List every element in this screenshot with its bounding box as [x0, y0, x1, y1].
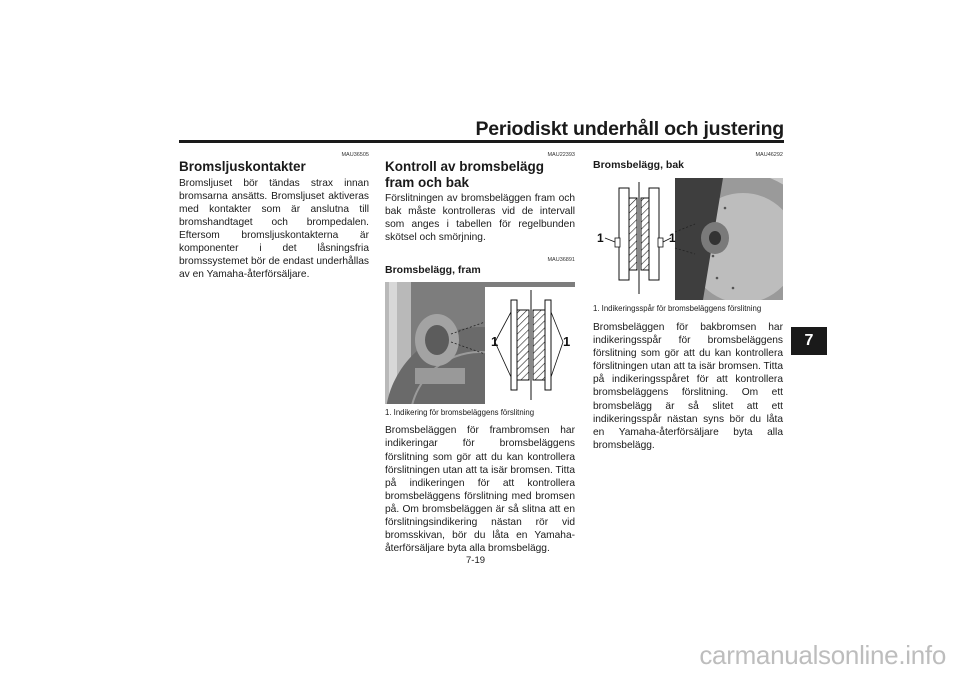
section-body: Bromsljuset bör tändas strax innan bromsarna ansätts. Bromsljuset aktiveras med kontakter som är anslutna till bromshandtaget och brompedalen. Eftersom bromsljuskontakterna är komponenter i det låsningsfria bromssystemet bör de endast underhållas av en Yamaha-återförsäljare. [179, 177, 369, 281]
figure-caption: 1. Indikeringsspår för bromsbeläggens förslitning [593, 304, 762, 313]
rear-brake-pad-illustration [593, 178, 783, 300]
chapter-tab: 7 [791, 327, 827, 355]
watermark: carmanualsonline.info [699, 640, 946, 670]
section-body: Bromsbeläggen för bakbromsen har indikeringsspår för bromsbeläggens förslitning som gör att du kan kontrollera förslitningen utan att ta isär bromsen. Titta på indikeringsspåret för att kontrollera bromsbeläggens förslitning. Om ett bromsbelägg är så slitet att ett indikeringsspår nästan syns bör du låta en Yamaha-återförsäljare byta alla bromsbelägg. [593, 322, 783, 451]
page-number: 7-19 [466, 555, 486, 566]
page-header-title: Periodiskt underhåll och justering [475, 118, 784, 140]
callout-label: 1 [669, 231, 676, 245]
subsection-heading: Bromsbelägg, fram [385, 264, 481, 277]
callout-label: 1 [491, 334, 499, 350]
column-rear-brake-pads [593, 152, 783, 452]
subsection-heading: Bromsbelägg, bak [593, 159, 685, 171]
callout-label: 1 [563, 334, 571, 350]
front-brake-pad-photo [385, 282, 575, 404]
section-heading: Kontroll av bromsbelägg fram och bak [385, 159, 545, 190]
section-body: Bromsbeläggen för frambromsen har indikeringar för bromsbeläggens förslitning som gör att du kan kontrollera förslitningen utan att ta isär bromsen. Titta på indikeringen för att kontrollera bromsbeläggens förslitning med bromsen på. Om bromsbeläggen är så slitna att en förslitningsindikering nästan rör vid bromsskivan, bör du låta en Yamaha-återförsäljare byta alla bromsbelägg. [385, 425, 575, 555]
section-code: MAU36505 [341, 152, 369, 158]
column-brake-light-switches [179, 152, 369, 281]
rear-brake-pad-photo [593, 178, 783, 300]
figure-caption: 1. Indikering för bromsbeläggens förslitning [385, 408, 535, 418]
callout-label: 1 [597, 231, 604, 245]
section-intro: Förslitningen av bromsbeläggen fram och bak måste kontrolleras vid de intervall som anges i tabellen för regelbunden skötsel och smörjning. [385, 193, 575, 244]
column-brake-pads [385, 152, 575, 555]
header-rule [179, 140, 784, 143]
front-brake-pad-illustration [385, 282, 575, 404]
subsection-code: MAU36891 [547, 257, 575, 264]
section-code: MAU22393 [547, 152, 575, 158]
section-code: MAU46292 [755, 152, 783, 158]
section-heading: Bromsljuskontakter [179, 159, 306, 174]
